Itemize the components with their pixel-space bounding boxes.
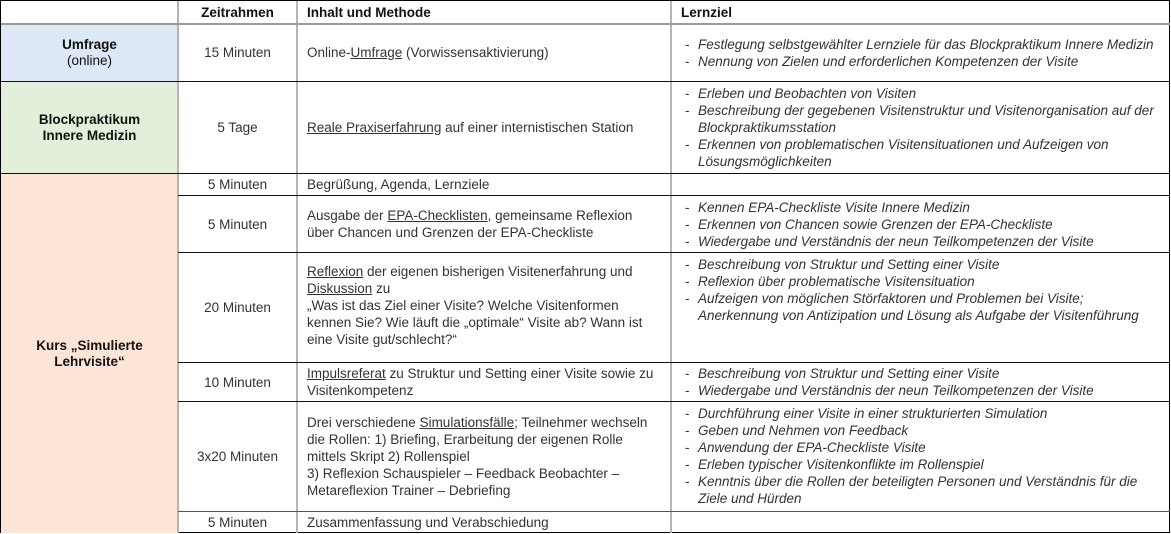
goal-item: - Wiedergabe und Verständnis der neun Teilkompetenzen der Visite — [685, 233, 1094, 250]
goal-item: - Erkennen von problematischen Visitensituationen und Aufzeigen von Lösungsmöglichkeiten — [685, 136, 1162, 170]
goal-cell — [671, 82, 1170, 173]
content-text: , gemeinsame Reflexion über Chancen und Grenzen der EPA-Checkliste — [307, 208, 633, 240]
phase-umfrage — [1, 24, 178, 81]
content-cell — [297, 363, 671, 401]
content-cell — [297, 82, 671, 173]
row-divider — [1, 173, 1170, 174]
goal-item: - Wiedergabe und Verständnis der neun Teilkompetenzen der Visite — [685, 382, 1094, 399]
time-cell: 20 Minuten — [204, 300, 271, 315]
row-divider — [1, 23, 1170, 25]
content-underlined: Umfrage — [350, 45, 403, 60]
goal-item: - Kenntnis über die Rollen der beteiligten Personen und Verständnis für die Ziele und Hürden — [685, 473, 1162, 507]
row-divider — [178, 401, 1170, 402]
phase-kurs — [1, 174, 178, 533]
phase-subtitle: Innere Medizin — [42, 127, 137, 143]
time-cell: 5 Minuten — [207, 216, 268, 232]
row-divider — [178, 252, 1170, 253]
phase-title: Blockpraktikum — [38, 111, 141, 127]
goal-cell — [671, 402, 1170, 511]
goal-item: - Festlegung selbstgewählter Lernziele für das Blockpraktikum Innere Medizin — [685, 36, 1153, 53]
goal-item: - Geben und Nehmen von Feedback — [685, 422, 1162, 439]
time-cell: 15 Minuten — [204, 45, 271, 60]
content-text: ; Teilnehmer wechseln die Rollen: 1) Briefing, Erarbeitung der eigenen Rolle mittels Skript 2) Rollenspiel — [307, 415, 648, 464]
time-cell: 10 Minuten — [204, 374, 271, 390]
content-quote: „Was ist das Ziel einer Visite? Welche Visitenformen kennen Sie? Wie läuft die „optimale“ Visite ab? Wann ist eine Visite gut/schlecht?“ — [307, 298, 643, 347]
goal-item: - Durchführung einer Visite in einer strukturierten Simulation — [685, 405, 1162, 422]
content-text: Zusammenfassung und Verabschiedung — [307, 515, 549, 530]
content-underlined: Diskussion — [307, 281, 373, 296]
time-cell: 3x20 Minuten — [196, 449, 279, 464]
row-divider — [178, 511, 1170, 512]
content-underlined: Impulsreferat — [307, 366, 386, 381]
goal-item: - Reflexion über problematische Visitensituation — [685, 273, 1162, 290]
row-divider — [178, 195, 1170, 196]
header-inhalt: Inhalt und Methode — [307, 4, 431, 20]
time-cell: 5 Tage — [217, 120, 258, 135]
content-underlined: EPA-Checklisten — [387, 208, 488, 223]
row-divider — [178, 362, 1170, 363]
goal-item: - Beschreibung der gegebenen Visitenstruktur und Visitenorganisation auf der Blockpraktikumsstation — [685, 102, 1162, 136]
content-text: Online- — [307, 45, 351, 60]
goal-cell — [671, 512, 1170, 533]
content-text: Drei verschiedene — [307, 415, 420, 430]
goal-cell — [671, 363, 1170, 401]
goal-item: - Erleben typischer Visitenkonflikte im Rollenspiel — [685, 456, 1162, 473]
content-cell — [297, 402, 671, 511]
content-text: der eigenen bisherigen Visitenerfahrung und — [363, 264, 633, 279]
goal-cell — [671, 174, 1170, 195]
content-cell — [297, 174, 671, 195]
phase-subtitle: (online) — [66, 52, 112, 68]
content-text: 3) Reflexion Schauspieler – Feedback Beobachter – Metareflexion Trainer – Debriefing — [307, 466, 620, 498]
content-cell — [297, 512, 671, 533]
content-text: Ausgabe der — [307, 208, 388, 223]
content-text: zu — [372, 281, 391, 296]
goal-item: - Aufzeigen von möglichen Störfaktoren und Problemen bei Visite; Anerkennung von Antizipation und Lösung als Aufgabe der Visitenführung — [685, 290, 1162, 324]
goal-cell — [671, 253, 1170, 362]
header-lernziel: Lernziel — [681, 4, 733, 20]
goal-item: - Kennen EPA-Checkliste Visite Innere Medizin — [685, 199, 1094, 216]
content-text: auf einer internistischen Station — [441, 120, 634, 135]
goal-cell — [671, 24, 1170, 81]
goal-item: - Beschreibung von Struktur und Setting einer Visite — [685, 365, 1094, 382]
phase-subtitle: Lehrvisite“ — [54, 353, 125, 369]
row-divider — [1, 81, 1170, 82]
content-text: (Vorwissensaktivierung) — [402, 45, 549, 60]
header-zeitrahmen: Zeitrahmen — [201, 4, 274, 20]
content-text: Begrüßung, Agenda, Lernziele — [307, 177, 490, 192]
content-cell — [297, 253, 671, 362]
content-underlined: Simulationsfälle — [419, 415, 515, 430]
goal-item: - Erleben und Beobachten von Visiten — [685, 85, 1162, 102]
content-cell — [297, 196, 671, 252]
goal-cell — [671, 196, 1170, 252]
phase-title: Kurs „Simulierte — [36, 337, 143, 353]
content-text: zu Struktur und Setting einer Visite sowie zu Visitenkompetenz — [307, 366, 654, 398]
content-underlined: Reflexion — [307, 264, 364, 279]
goal-item: - Anwendung der EPA-Checkliste Visite — [685, 439, 1162, 456]
goal-item: - Beschreibung von Struktur und Setting einer Visite — [685, 256, 1162, 273]
goal-item: - Erkennen von Chancen sowie Grenzen der EPA-Checkliste — [685, 216, 1094, 233]
phase-title: Umfrage — [62, 36, 117, 52]
goal-item: - Nennung von Zielen und erforderlichen Kompetenzen der Visite — [685, 53, 1153, 70]
header-cell-phase — [1, 1, 178, 23]
content-underlined: Reale Praxiserfahrung — [307, 120, 442, 135]
content-cell — [297, 24, 671, 81]
time-cell: 5 Minuten — [207, 515, 268, 530]
time-cell: 5 Minuten — [207, 177, 268, 192]
phase-blockpraktikum — [1, 82, 178, 173]
